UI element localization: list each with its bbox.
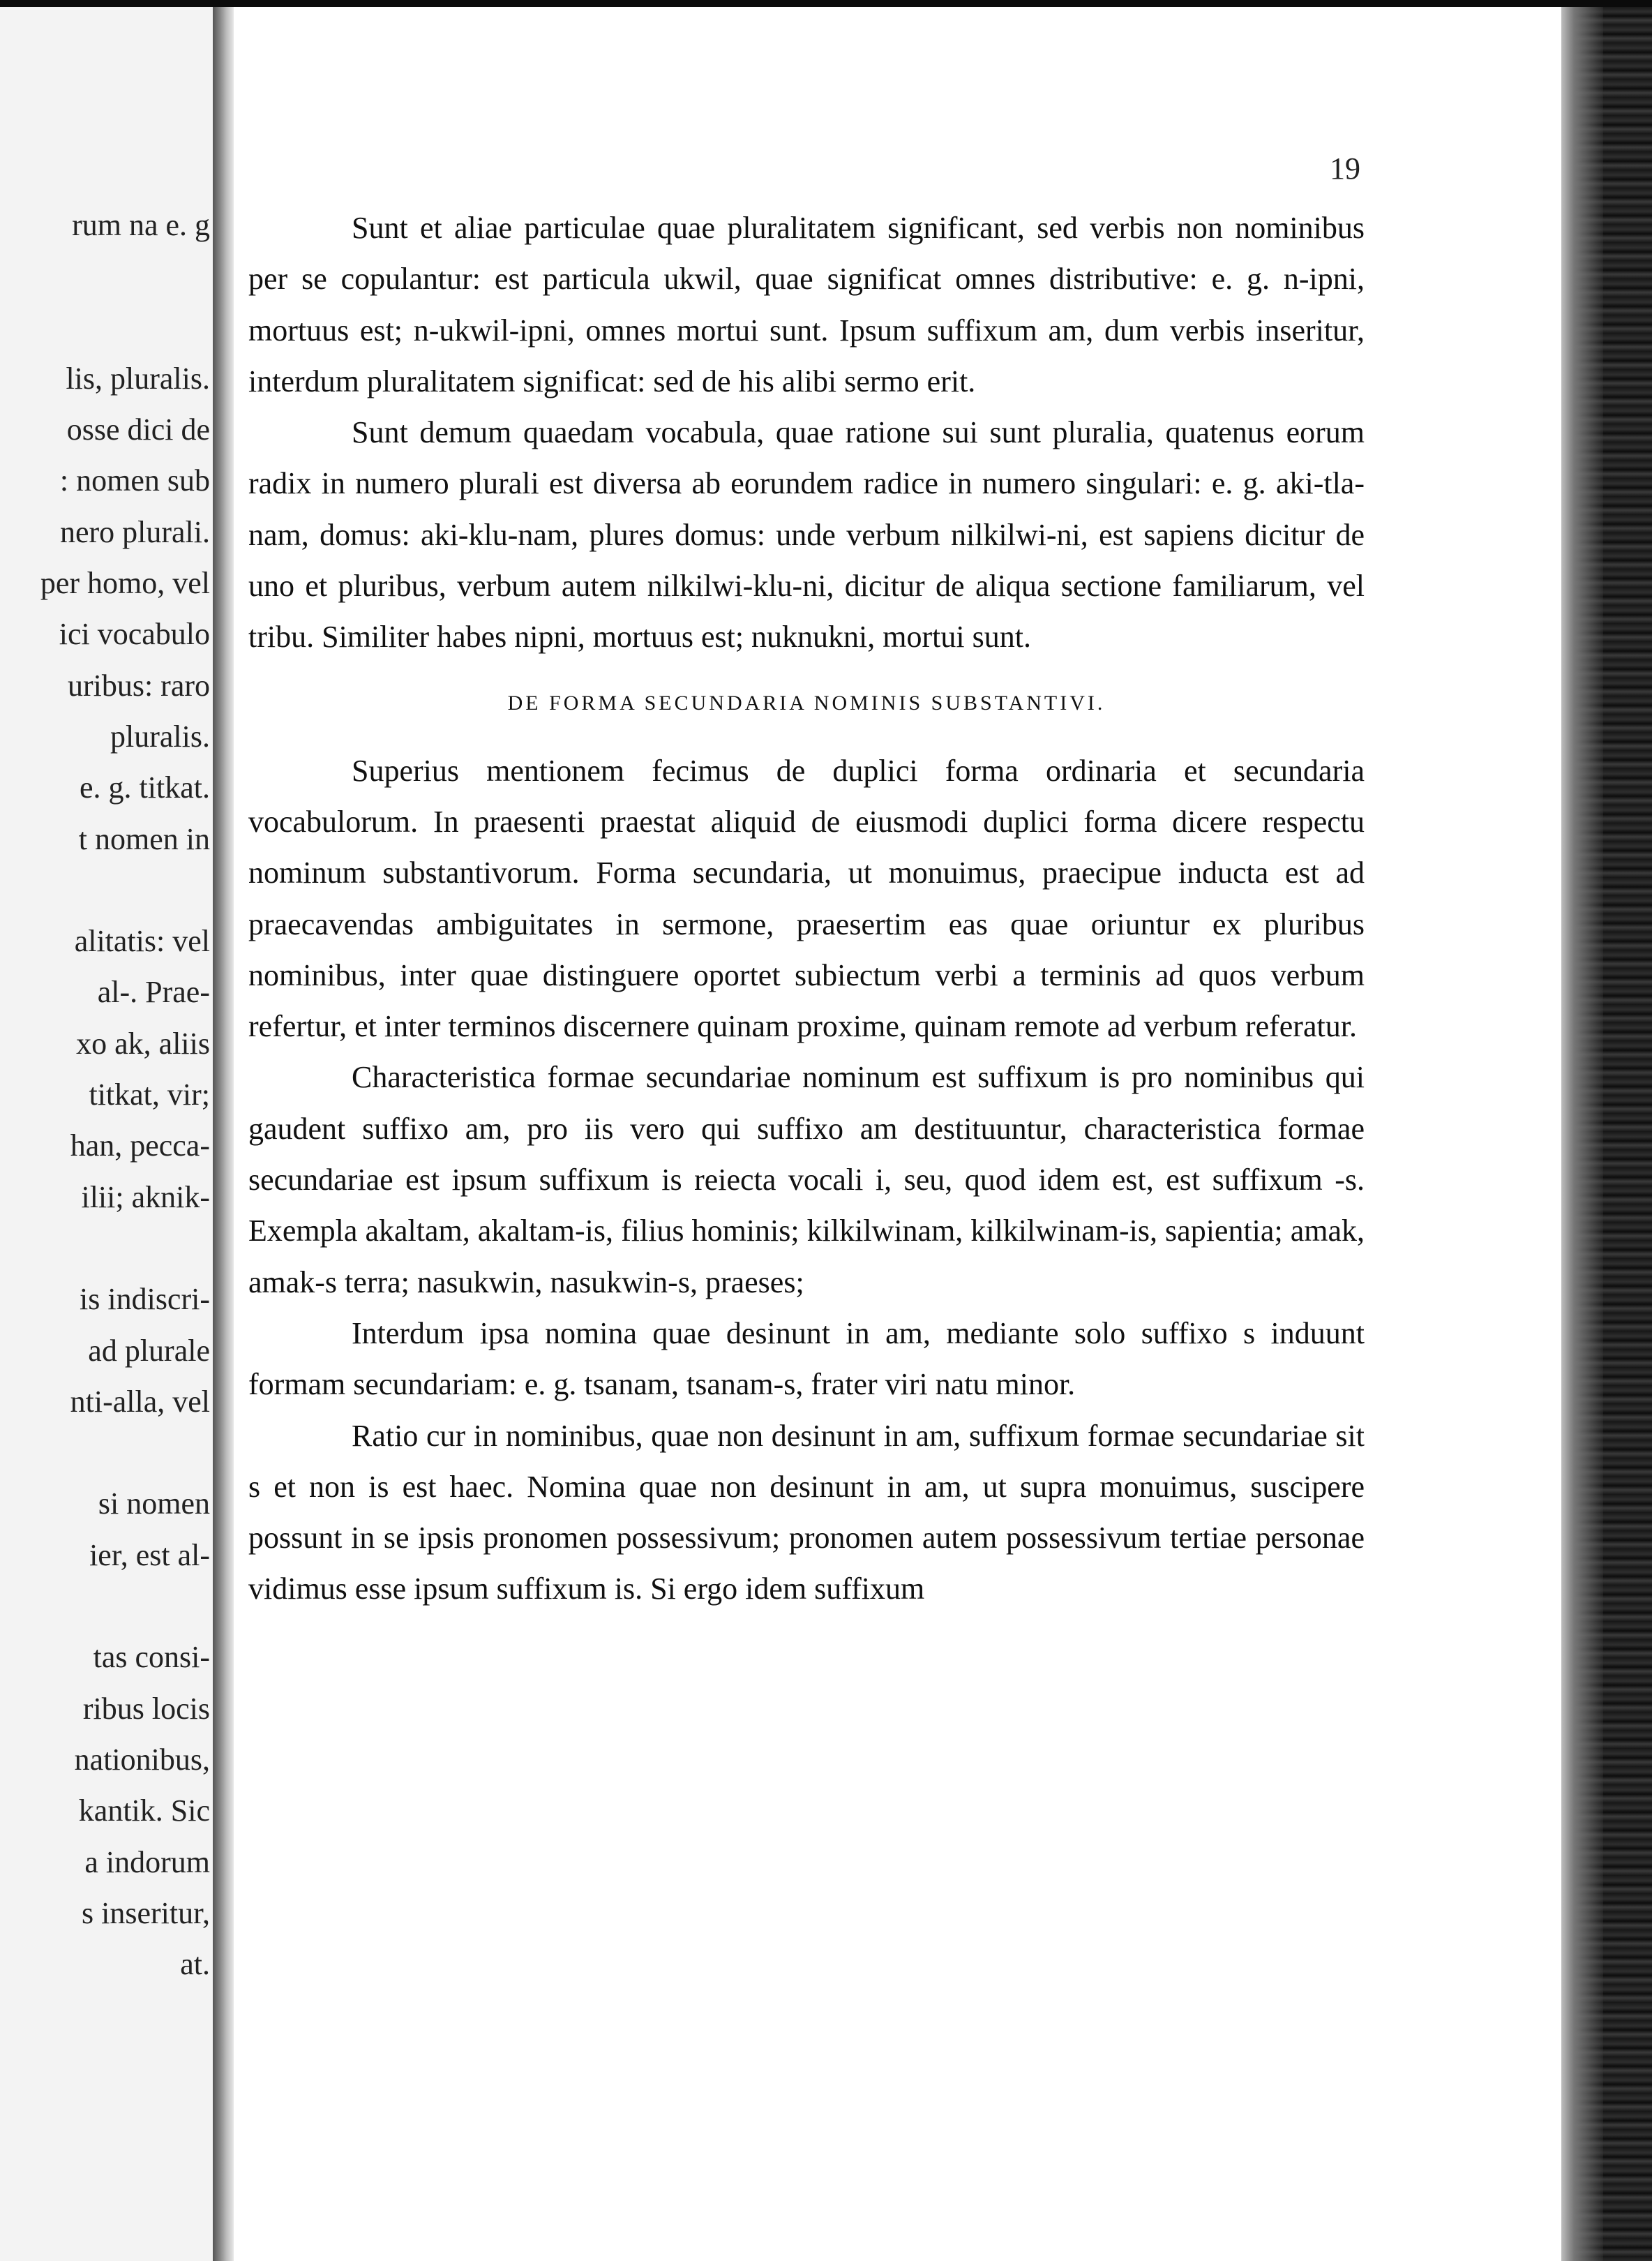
facing-page-text	[0, 200, 210, 1990]
page-number: 19	[1330, 151, 1360, 186]
facing-page-line: at.	[180, 1947, 210, 1982]
facing-page-line: rum na e. g	[72, 208, 210, 242]
paragraph: Ratio cur in nominibus, quae non desinunt in am, suffixum formae secundariae sit s et non is est haec. Nomina quae non desinunt in am, ut supra monuimus, suscipere possunt in se ipsis pronomen possessivum; pronomen autem possessivum tertiae personae vidimus esse ipsum suffixum is. Si ergo idem suffixum	[248, 1418, 1365, 1606]
facing-page-line: kantik. Sic	[78, 1793, 210, 1828]
facing-page-line: tas consi-	[93, 1640, 210, 1675]
facing-page-line: ad plurale	[88, 1333, 210, 1368]
facing-page-line: : nomen sub	[59, 463, 210, 498]
facing-page-line: nationibus,	[74, 1742, 210, 1777]
scan-top-edge	[0, 0, 1652, 7]
book-gutter	[213, 7, 234, 2261]
facing-page-line: titkat, vir;	[89, 1077, 210, 1112]
facing-page-line: ilii; aknik-	[81, 1179, 210, 1214]
facing-page-line: han, pecca-	[70, 1128, 210, 1163]
facing-page-line: xo ak, aliis	[76, 1026, 210, 1061]
facing-page-line: pluralis.	[110, 719, 210, 754]
facing-page-line: nero plurali.	[59, 514, 210, 549]
facing-page-line: ici vocabulo	[59, 617, 210, 652]
facing-page-line: lis, pluralis.	[66, 361, 210, 396]
facing-page-line	[0, 865, 210, 916]
facing-page-line	[0, 251, 210, 301]
page-body	[248, 202, 1365, 1615]
paragraph: Sunt et aliae particulae quae pluralitatem significant, sed verbis non nominibus per se copulantur: est particula ukwil, quae significat omnes distributive: e. g. n-ipni, mortuus est; n-ukwil-ipni, omnes mortui sunt. Ipsum suffixum am, dum verbis inseritur, interdum pluralitatem significat: sed de his alibi sermo erit.	[248, 211, 1365, 398]
facing-page-line: al-. Prae-	[97, 975, 210, 1010]
facing-page-line: si nomen	[98, 1486, 210, 1521]
facing-page-line: alitatis: vel	[74, 924, 210, 959]
facing-page-line: osse dici de	[66, 412, 210, 447]
facing-page-line: per homo, vel	[40, 566, 210, 601]
facing-page-line: ribus locis	[82, 1691, 210, 1726]
section-heading: DE FORMA SECUNDARIA NOMINIS SUBSTANTIVI.	[507, 691, 1106, 715]
facing-page-line: is indiscri-	[80, 1282, 210, 1317]
paragraph: Sunt demum quaedam vocabula, quae ratione sui sunt pluralia, quatenus eorum radix in numero plurali est diversa ab eorundem radice in numero singulari: e. g. aki-tla-nam, domus: aki-klu-nam, plures domus: unde verbum nilkilwi-ni, est sapiens dicitur de uno et pluribus, verbum autem nilkilwi-klu-ni, dicitur de aliqua sectione familiarum, vel tribu. Similiter habes nipni, mortuus est; nuknukni, mortui sunt.	[248, 415, 1365, 655]
facing-page-line: e. g. titkat.	[80, 770, 210, 805]
scan-right-edge	[1561, 7, 1652, 2261]
facing-page-line: ier, est al-	[89, 1537, 210, 1572]
paragraph: Superius mentionem fecimus de duplici forma ordinaria et secundaria vocabulorum. In praesenti praestat aliquid de eiusmodi duplici forma dicere respectu nominum substantivorum. Forma secundaria, ut monuimus, praecipue inducta est ad praecavendas ambiguitates in sermone, praesertim eas quae oriuntur ex pluribus nominibus, inter quae distinguere oportet subiectum verbi a terminis ad quos verbum refertur, et inter terminos discernere quinam proxime, quinam remote ad verbum referatur.	[248, 753, 1365, 1044]
facing-page-line	[0, 302, 210, 353]
facing-page-line: nti-alla, vel	[70, 1384, 210, 1419]
facing-page-line: t nomen in	[78, 821, 210, 856]
facing-page-fragment	[0, 7, 213, 2261]
facing-page-line	[0, 1223, 210, 1274]
facing-page-line: a indorum	[84, 1844, 210, 1879]
facing-page-line: s inseritur,	[82, 1895, 210, 1930]
paragraph: Interdum ipsa nomina quae desinunt in am, mediante solo suffixo s induunt formam secundariam: e. g. tsanam, tsanam-s, frater viri natu minor.	[248, 1315, 1365, 1402]
paragraph: Characteristica formae secundariae nominum est suffixum is pro nominibus qui gaudent suffixo am, pro iis vero qui suffixo am destituuntur, characteristica formae secundariae est ipsum suffixum is reiecta vocali i, seu, quod idem est, est suffixum -s. Exempla akaltam, akaltam-is, filius hominis; kilkilwinam, kilkilwinam-is, sapientia; amak, amak-s terra; nasukwin, nasukwin-s, praeses;	[248, 1060, 1365, 1299]
facing-page-line	[0, 1581, 210, 1632]
facing-page-line: uribus: raro	[67, 668, 210, 703]
facing-page-line	[0, 1427, 210, 1478]
